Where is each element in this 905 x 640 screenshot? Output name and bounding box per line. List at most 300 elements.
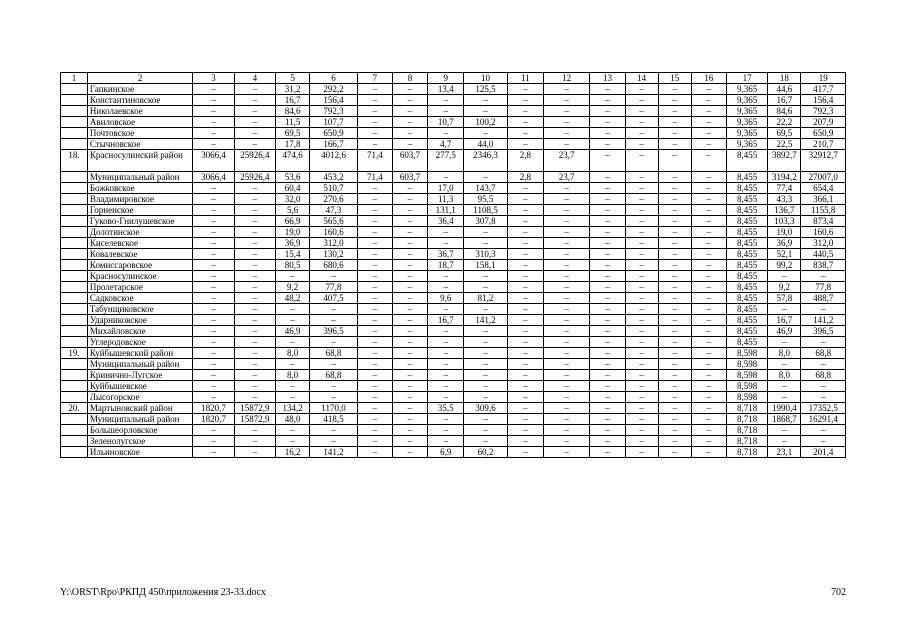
value-cell: 9,365 <box>726 106 767 117</box>
value-cell: – <box>691 359 726 370</box>
territory-name-cell: Гапкинское <box>87 84 192 95</box>
value-cell: – <box>658 260 691 271</box>
territory-name-cell: Ильиновское <box>87 447 192 458</box>
value-cell: 8,718 <box>726 436 767 447</box>
value-cell: – <box>590 370 625 381</box>
value-cell: – <box>428 326 464 337</box>
value-cell: – <box>658 106 691 117</box>
value-cell: – <box>507 205 543 216</box>
value-cell: 15872,9 <box>234 414 275 425</box>
value-cell: – <box>428 370 464 381</box>
value-cell: – <box>193 348 234 359</box>
value-cell: – <box>234 128 275 139</box>
value-cell: – <box>507 403 543 414</box>
value-cell: – <box>691 315 726 326</box>
value-cell: – <box>543 348 590 359</box>
value-cell: – <box>543 425 590 436</box>
value-cell: – <box>590 238 625 249</box>
territory-name-cell: Комиссаровское <box>87 260 192 271</box>
value-cell: – <box>691 425 726 436</box>
value-cell: – <box>507 95 543 106</box>
value-cell: – <box>590 271 625 282</box>
value-cell: – <box>193 337 234 348</box>
value-cell: 8,455 <box>726 271 767 282</box>
value-cell: – <box>768 304 801 315</box>
value-cell: – <box>625 414 658 425</box>
table-row <box>61 216 846 227</box>
value-cell: – <box>543 227 590 238</box>
value-cell: – <box>357 326 392 337</box>
value-cell: – <box>543 106 590 117</box>
value-cell: 60,2 <box>464 447 507 458</box>
value-cell: 396,5 <box>801 326 846 337</box>
value-cell: 69,5 <box>276 128 310 139</box>
value-cell: 277,5 <box>428 150 464 172</box>
table-row <box>61 326 846 337</box>
column-number-cell: 11 <box>507 73 543 84</box>
value-cell: – <box>234 216 275 227</box>
value-cell: – <box>590 205 625 216</box>
value-cell: – <box>691 370 726 381</box>
value-cell: – <box>768 271 801 282</box>
value-cell: 130,2 <box>310 249 358 260</box>
value-cell: – <box>543 282 590 293</box>
value-cell: 309,6 <box>464 403 507 414</box>
value-cell: – <box>768 436 801 447</box>
row-number-cell <box>61 326 88 337</box>
row-number-cell <box>61 183 88 194</box>
value-cell: – <box>590 216 625 227</box>
territory-name-cell: Долотинское <box>87 227 192 238</box>
value-cell: – <box>193 117 234 128</box>
value-cell: 71,4 <box>357 172 392 183</box>
value-cell: 366,1 <box>801 194 846 205</box>
value-cell: – <box>234 260 275 271</box>
table-row <box>61 425 846 436</box>
row-number-cell <box>61 205 88 216</box>
value-cell: – <box>310 304 358 315</box>
value-cell: – <box>428 172 464 183</box>
value-cell: – <box>193 447 234 458</box>
value-cell: – <box>392 271 427 282</box>
value-cell: – <box>507 425 543 436</box>
value-cell: – <box>658 150 691 172</box>
value-cell: – <box>234 392 275 403</box>
value-cell: – <box>658 447 691 458</box>
value-cell: 838,7 <box>801 260 846 271</box>
value-cell: – <box>801 304 846 315</box>
value-cell: – <box>625 370 658 381</box>
value-cell: – <box>625 282 658 293</box>
territory-name-cell: Ковалевское <box>87 249 192 260</box>
value-cell: 8,0 <box>768 348 801 359</box>
value-cell: 1108,5 <box>464 205 507 216</box>
value-cell: 156,4 <box>801 95 846 106</box>
value-cell: 69,5 <box>768 128 801 139</box>
value-cell: – <box>507 271 543 282</box>
value-cell: – <box>507 84 543 95</box>
value-cell: – <box>507 414 543 425</box>
value-cell: – <box>507 238 543 249</box>
value-cell: – <box>193 95 234 106</box>
value-cell: – <box>276 436 310 447</box>
value-cell: 66,9 <box>276 216 310 227</box>
value-cell: 9,2 <box>768 282 801 293</box>
value-cell: – <box>357 84 392 95</box>
value-cell: – <box>234 84 275 95</box>
value-cell: 3066,4 <box>193 172 234 183</box>
value-cell: – <box>590 425 625 436</box>
value-cell: 9,6 <box>428 293 464 304</box>
value-cell: – <box>801 392 846 403</box>
value-cell: 650,9 <box>801 128 846 139</box>
value-cell: – <box>625 194 658 205</box>
value-cell: – <box>507 227 543 238</box>
value-cell: – <box>276 381 310 392</box>
value-cell: 36,4 <box>428 216 464 227</box>
value-cell: – <box>193 392 234 403</box>
value-cell: 8,455 <box>726 293 767 304</box>
value-cell: 36,7 <box>428 249 464 260</box>
value-cell: – <box>392 370 427 381</box>
value-cell: – <box>590 183 625 194</box>
value-cell: 16,7 <box>428 315 464 326</box>
value-cell: 23,7 <box>543 150 590 172</box>
value-cell: – <box>357 359 392 370</box>
table-row <box>61 117 846 128</box>
table-row <box>61 392 846 403</box>
value-cell: 68,8 <box>310 348 358 359</box>
value-cell: 10,7 <box>428 117 464 128</box>
value-cell: – <box>193 293 234 304</box>
value-cell: – <box>234 95 275 106</box>
territory-name-cell: Киселевское <box>87 238 192 249</box>
value-cell: 396,5 <box>310 326 358 337</box>
value-cell: – <box>691 337 726 348</box>
value-cell: 31,2 <box>276 84 310 95</box>
value-cell: – <box>625 128 658 139</box>
value-cell: – <box>428 282 464 293</box>
value-cell: 136,7 <box>768 205 801 216</box>
column-number-cell: 13 <box>590 73 625 84</box>
value-cell: – <box>625 359 658 370</box>
value-cell: 4,7 <box>428 139 464 150</box>
value-cell: – <box>428 95 464 106</box>
value-cell: 99,2 <box>768 260 801 271</box>
row-number-cell <box>61 414 88 425</box>
value-cell: 2346,3 <box>464 150 507 172</box>
value-cell: 15872,9 <box>234 403 275 414</box>
value-cell: 8,455 <box>726 337 767 348</box>
territory-name-cell: Красносулинский район <box>87 150 192 172</box>
value-cell: 1990,4 <box>768 403 801 414</box>
value-cell: – <box>590 337 625 348</box>
column-number-cell: 9 <box>428 73 464 84</box>
value-cell: – <box>234 194 275 205</box>
value-cell: 8,455 <box>726 326 767 337</box>
value-cell: – <box>691 392 726 403</box>
value-cell: – <box>507 315 543 326</box>
value-cell: 143,7 <box>464 183 507 194</box>
value-cell: 1820,7 <box>193 414 234 425</box>
value-cell: 52,1 <box>768 249 801 260</box>
value-cell: – <box>625 425 658 436</box>
value-cell: – <box>234 139 275 150</box>
value-cell: 46,9 <box>768 326 801 337</box>
value-cell: 141,2 <box>801 315 846 326</box>
value-cell: 510,7 <box>310 183 358 194</box>
table-row <box>61 447 846 458</box>
value-cell: 9,365 <box>726 95 767 106</box>
row-number-cell <box>61 304 88 315</box>
table-row <box>61 106 846 117</box>
value-cell: – <box>357 271 392 282</box>
row-number-cell <box>61 84 88 95</box>
value-cell: 125,5 <box>464 84 507 95</box>
value-cell: – <box>392 194 427 205</box>
value-cell: – <box>543 392 590 403</box>
value-cell: 81,2 <box>464 293 507 304</box>
value-cell: – <box>590 128 625 139</box>
value-cell: – <box>625 216 658 227</box>
value-cell: – <box>357 414 392 425</box>
value-cell: – <box>625 249 658 260</box>
value-cell: – <box>310 359 358 370</box>
value-cell: 68,8 <box>801 348 846 359</box>
value-cell: 36,9 <box>276 238 310 249</box>
value-cell: 440,5 <box>801 249 846 260</box>
value-cell: – <box>625 139 658 150</box>
value-cell: – <box>543 183 590 194</box>
row-number-cell: 19. <box>61 348 88 359</box>
value-cell: 160,6 <box>310 227 358 238</box>
value-cell: 53,6 <box>276 172 310 183</box>
value-cell: 8,455 <box>726 150 767 172</box>
value-cell: – <box>507 293 543 304</box>
value-cell: 8,718 <box>726 414 767 425</box>
value-cell: – <box>543 403 590 414</box>
value-cell: – <box>625 205 658 216</box>
value-cell: – <box>801 271 846 282</box>
value-cell: – <box>428 425 464 436</box>
value-cell: 16,7 <box>768 95 801 106</box>
value-cell: – <box>276 359 310 370</box>
territory-name-cell: Пролетарское <box>87 282 192 293</box>
value-cell: – <box>658 425 691 436</box>
table-row <box>61 227 846 238</box>
value-cell: – <box>625 84 658 95</box>
row-number-cell <box>61 271 88 282</box>
column-number-cell: 19 <box>801 73 846 84</box>
value-cell: – <box>357 436 392 447</box>
value-cell: 8,0 <box>276 370 310 381</box>
value-cell: – <box>590 414 625 425</box>
table-row <box>61 183 846 194</box>
value-cell: 3194,2 <box>768 172 801 183</box>
value-cell: – <box>234 304 275 315</box>
value-cell: – <box>428 337 464 348</box>
value-cell: – <box>625 150 658 172</box>
value-cell: – <box>590 150 625 172</box>
value-cell: – <box>658 414 691 425</box>
value-cell: 158,1 <box>464 260 507 271</box>
territory-name-cell: Владимировское <box>87 194 192 205</box>
value-cell: – <box>276 392 310 403</box>
value-cell: 68,8 <box>801 370 846 381</box>
value-cell: – <box>193 238 234 249</box>
value-cell: 60,4 <box>276 183 310 194</box>
value-cell: – <box>193 282 234 293</box>
value-cell: – <box>392 392 427 403</box>
value-cell: – <box>658 436 691 447</box>
value-cell: – <box>357 348 392 359</box>
value-cell: – <box>590 436 625 447</box>
value-cell: – <box>428 414 464 425</box>
value-cell: – <box>658 359 691 370</box>
row-number-cell: 18. <box>61 150 88 172</box>
value-cell: – <box>691 183 726 194</box>
value-cell: – <box>543 84 590 95</box>
value-cell: – <box>276 304 310 315</box>
row-number-cell: 20. <box>61 403 88 414</box>
value-cell: – <box>507 348 543 359</box>
value-cell: – <box>543 414 590 425</box>
value-cell: 8,455 <box>726 216 767 227</box>
value-cell: 8,598 <box>726 381 767 392</box>
value-cell: – <box>543 194 590 205</box>
value-cell: 2,8 <box>507 150 543 172</box>
value-cell: – <box>543 271 590 282</box>
value-cell: – <box>658 370 691 381</box>
value-cell: – <box>625 117 658 128</box>
value-cell: – <box>507 359 543 370</box>
table-row <box>61 172 846 183</box>
value-cell: – <box>392 293 427 304</box>
value-cell: – <box>392 414 427 425</box>
value-cell: – <box>691 84 726 95</box>
value-cell: – <box>428 381 464 392</box>
value-cell: – <box>625 304 658 315</box>
value-cell: – <box>658 117 691 128</box>
value-cell: – <box>625 381 658 392</box>
value-cell: – <box>310 381 358 392</box>
value-cell: – <box>193 326 234 337</box>
territory-name-cell: Божковское <box>87 183 192 194</box>
territory-name-cell: Стычновское <box>87 139 192 150</box>
row-number-cell <box>61 315 88 326</box>
value-cell: – <box>543 260 590 271</box>
value-cell: – <box>625 348 658 359</box>
value-cell: – <box>625 260 658 271</box>
value-cell: – <box>543 249 590 260</box>
value-cell: – <box>234 436 275 447</box>
value-cell: – <box>234 381 275 392</box>
value-cell: – <box>625 106 658 117</box>
table-row <box>61 271 846 282</box>
value-cell: 15,4 <box>276 249 310 260</box>
column-number-cell: 12 <box>543 73 590 84</box>
value-cell: 792,3 <box>310 106 358 117</box>
value-cell: – <box>625 95 658 106</box>
value-cell: – <box>658 84 691 95</box>
value-cell: – <box>392 249 427 260</box>
value-cell: – <box>590 106 625 117</box>
value-cell: – <box>801 425 846 436</box>
territory-name-cell: Большеорловское <box>87 425 192 436</box>
value-cell: 32912,7 <box>801 150 846 172</box>
value-cell: – <box>357 95 392 106</box>
value-cell: – <box>392 128 427 139</box>
value-cell: – <box>543 293 590 304</box>
value-cell: – <box>357 183 392 194</box>
value-cell: – <box>507 249 543 260</box>
value-cell: – <box>507 128 543 139</box>
value-cell: – <box>392 205 427 216</box>
value-cell: – <box>234 249 275 260</box>
table-row <box>61 150 846 172</box>
value-cell: – <box>625 392 658 403</box>
page-number: 702 <box>831 587 846 598</box>
value-cell: – <box>625 315 658 326</box>
value-cell: – <box>590 260 625 271</box>
value-cell: 8,455 <box>726 249 767 260</box>
table-row <box>61 282 846 293</box>
value-cell: – <box>234 326 275 337</box>
value-cell: – <box>428 238 464 249</box>
value-cell: 103,3 <box>768 216 801 227</box>
value-cell: 418,5 <box>310 414 358 425</box>
value-cell: – <box>590 348 625 359</box>
value-cell: – <box>691 260 726 271</box>
value-cell: 23,7 <box>543 172 590 183</box>
row-number-cell <box>61 117 88 128</box>
value-cell: – <box>658 392 691 403</box>
value-cell: – <box>691 216 726 227</box>
value-cell: 22,5 <box>768 139 801 150</box>
value-cell: 134,2 <box>276 403 310 414</box>
value-cell: – <box>658 183 691 194</box>
value-cell: – <box>392 227 427 238</box>
value-cell: 46,9 <box>276 326 310 337</box>
value-cell: – <box>234 117 275 128</box>
value-cell: 792,3 <box>801 106 846 117</box>
row-number-cell <box>61 194 88 205</box>
value-cell: – <box>464 392 507 403</box>
value-cell: – <box>428 271 464 282</box>
value-cell: 84,6 <box>768 106 801 117</box>
table-row <box>61 194 846 205</box>
value-cell: – <box>464 436 507 447</box>
value-cell: – <box>234 337 275 348</box>
column-number-cell: 2 <box>87 73 192 84</box>
value-cell: 9,365 <box>726 128 767 139</box>
value-cell: – <box>357 370 392 381</box>
value-cell: – <box>464 304 507 315</box>
value-cell: – <box>392 95 427 106</box>
value-cell: – <box>543 359 590 370</box>
value-cell: – <box>392 238 427 249</box>
value-cell: – <box>691 381 726 392</box>
value-cell: – <box>590 249 625 260</box>
value-cell: – <box>507 392 543 403</box>
value-cell: 35,5 <box>428 403 464 414</box>
value-cell: – <box>507 436 543 447</box>
value-cell: 22,2 <box>768 117 801 128</box>
column-number-cell: 3 <box>193 73 234 84</box>
value-cell: – <box>625 172 658 183</box>
value-cell: 25926,4 <box>234 150 275 172</box>
value-cell: – <box>625 238 658 249</box>
